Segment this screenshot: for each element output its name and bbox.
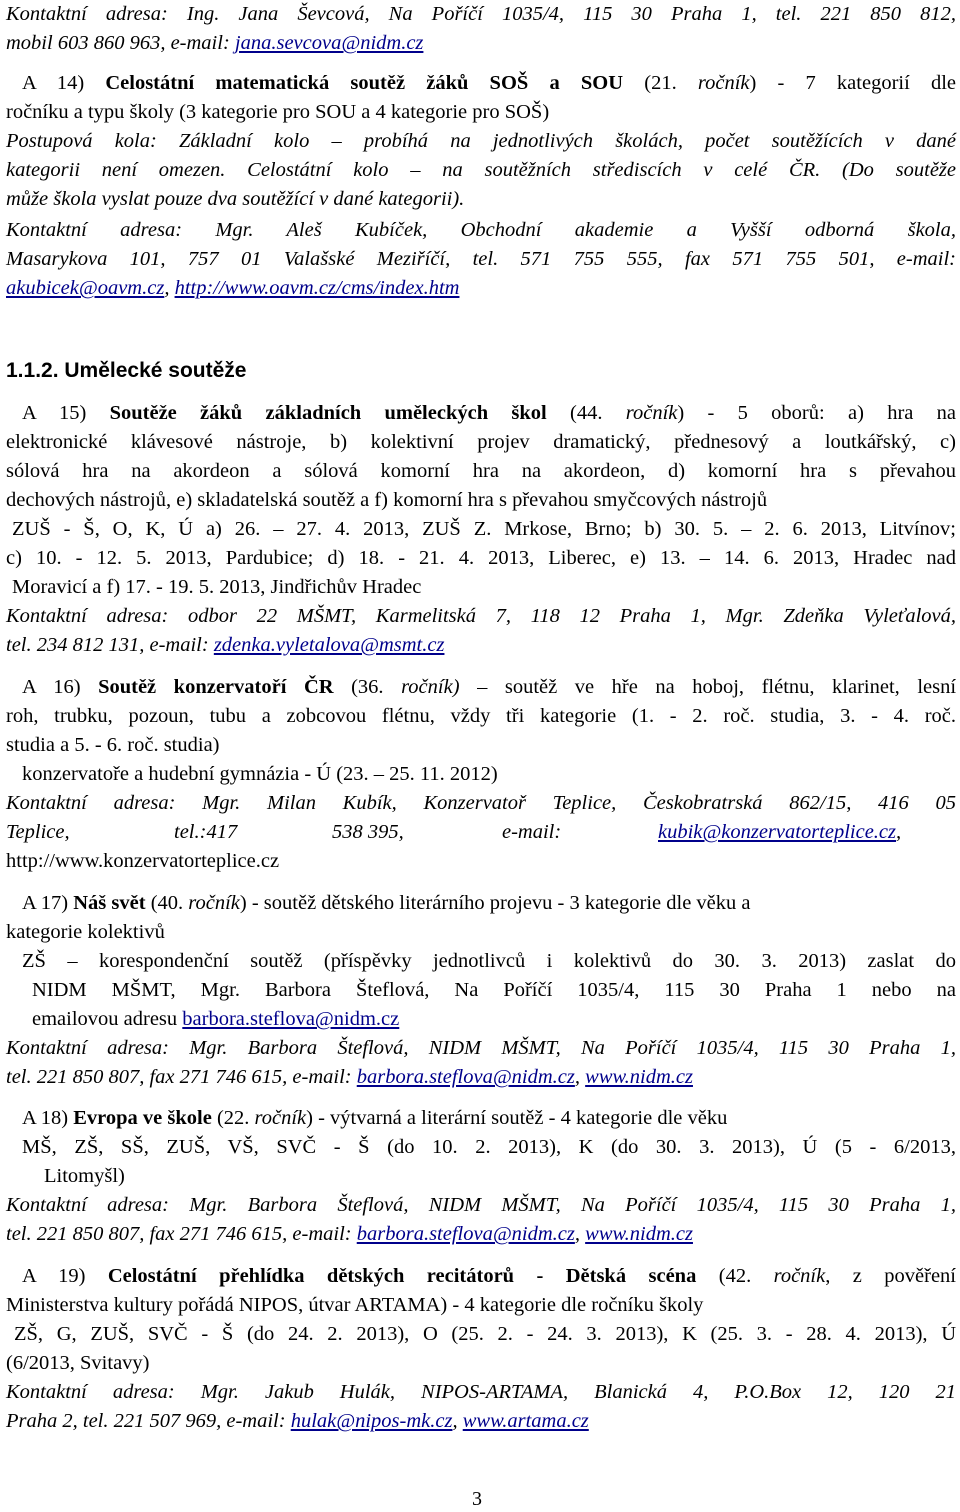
a14-rocnik: ročník bbox=[697, 72, 750, 94]
a17-email-text: emailovou adresu bbox=[32, 1008, 183, 1030]
a14-title-line bbox=[6, 69, 956, 98]
a15-line5: ZUŠ - Š, O, K, Ú a) 26. – 27. 4. 2013, ZUŠ Z. Mrkose, Brno; b) 30. 5. – 2. 6. 2013, Litvínov; bbox=[12, 518, 956, 540]
a14-line7: Masarykova 101, 757 01 Valašské Meziříčí, tel. 571 755 555, fax 571 755 501, e-mail: bbox=[6, 248, 956, 270]
a16-email-label: e-mail: bbox=[502, 821, 562, 843]
a17-line6: Kontaktní adresa: Mgr. Barbora Šteflová, NIDM MŠMT, Na Poříčí 1035/4, 115 30 Praha 1, bbox=[6, 1037, 956, 1059]
a18-number: A 18) bbox=[22, 1107, 74, 1129]
a16-line6 bbox=[6, 818, 956, 847]
a18-title-line bbox=[6, 1104, 956, 1133]
section-heading: 1.1.2. Umělecké soutěže bbox=[6, 359, 247, 382]
a19-line5: Kontaktní adresa: Mgr. Jakub Hulák, NIPOS-ARTAMA, Blanická 4, P.O.Box 12, 120 21 bbox=[6, 1381, 956, 1403]
a19-sep: , bbox=[452, 1410, 463, 1432]
a15-line6: c) 10. - 12. 5. 2013, Pardubice; d) 18. - 21. 4. 2013, Liberec, e) 13. – 14. 6. 2013, Hradec nad bbox=[6, 547, 956, 569]
a17-line2: kategorie kolektivů bbox=[6, 921, 165, 943]
a14-year: (21. bbox=[623, 72, 698, 94]
a19-title-line bbox=[6, 1262, 956, 1291]
a18-year: (22. bbox=[211, 1107, 255, 1129]
a19-line4: (6/2013, Svitavy) bbox=[6, 1352, 150, 1374]
a18-sep: , bbox=[574, 1223, 586, 1245]
a19-line6 bbox=[6, 1407, 956, 1436]
a16-line2: roh, trubku, pozoun, tubu a zobcovou flétnu, vždy tři kategorie (1. - 2. roč. studia, 3. - 4. roč. bbox=[6, 705, 956, 727]
a14-number: A 14) bbox=[22, 72, 106, 94]
a17-contact-text: tel. 221 850 807, fax 271 746 615, e-mail: bbox=[6, 1066, 357, 1088]
a17-sep: , bbox=[574, 1066, 586, 1088]
a16-tel-number: 538 395, bbox=[332, 821, 404, 843]
a18-line5 bbox=[6, 1220, 956, 1249]
a14-email-link[interactable]: akubicek@oavm.cz bbox=[6, 277, 165, 299]
a16-web-link[interactable]: http://www.konzervatorteplice.cz bbox=[6, 850, 280, 872]
a19-number: A 19) bbox=[22, 1265, 108, 1287]
a15-title: Soutěže žáků základních uměleckých škol bbox=[109, 402, 547, 424]
a14-line5: může škola vyslat pouze dva soutěžící v dané kategorii). bbox=[6, 188, 465, 210]
a14-line8 bbox=[6, 274, 956, 303]
a18-contact-text: tel. 221 850 807, fax 271 746 615, e-mail: bbox=[6, 1223, 357, 1245]
a13-email-link[interactable]: jana.sevcova@nidm.cz bbox=[234, 32, 424, 54]
a18-title: Evropa ve škole bbox=[73, 1107, 212, 1129]
a19-line3: ZŠ, G, ZUŠ, SVČ - Š (do 24. 2. 2013), O (25. 2. - 24. 3. 2013), K (25. 3. - 28. 4. 2013), Ú bbox=[14, 1323, 956, 1345]
a15-email-link[interactable]: zdenka.vyletalova@msmt.cz bbox=[213, 634, 445, 656]
a17-line5 bbox=[32, 1005, 960, 1034]
a19-line2: Ministerstva kultury pořádá NIPOS, útvar ARTAMA) - 4 kategorie dle ročníku školy bbox=[6, 1294, 704, 1316]
a15-line4: dechových nástrojů, e) skladatelská soutěž a f) komorní hra s převahou smyčcových nástrojů bbox=[6, 489, 768, 511]
a14-line6: Kontaktní adresa: Mgr. Aleš Kubíček, Obchodní akademie a Vyšší odborná škola, bbox=[6, 219, 956, 241]
a15-number: A 15) bbox=[22, 402, 110, 424]
a16-line3: studia a 5. - 6. roč. studia) bbox=[6, 734, 220, 756]
a16-year: (36. bbox=[333, 676, 402, 698]
a19-line1-rest: , z pověření bbox=[825, 1265, 957, 1287]
a17-line1-rest: ) - soutěž dětského literárního projevu - 3 kategorie dle věku a bbox=[239, 892, 751, 914]
a14-sep: , bbox=[164, 277, 175, 299]
a15-line7: Moravicí a f) 17. - 19. 5. 2013, Jindřichův Hradec bbox=[12, 576, 422, 598]
a15-line1-rest: ) - 5 oborů: a) hra na bbox=[677, 402, 957, 424]
a17-line3: ZŠ – korespondenční soutěž (příspěvky jednotlivců i kolektivů do 30. 3. 2013) zaslat do bbox=[22, 950, 956, 972]
a16-city: Teplice, bbox=[6, 821, 70, 843]
a16-title-line bbox=[6, 673, 956, 702]
a17-rocnik: ročník bbox=[188, 892, 240, 914]
a16-line4: konzervatoře a hudební gymnázia - Ú (23. – 25. 11. 2012) bbox=[22, 763, 498, 785]
a16-rocnik: ročník) bbox=[401, 676, 460, 698]
a15-contact-text: tel. 234 812 131, e-mail: bbox=[6, 634, 214, 656]
a16-title: Soutěž konzervatoří ČR bbox=[98, 676, 334, 698]
a13-contact-line2 bbox=[6, 29, 956, 58]
a19-contact-text: Praha 2, tel. 221 507 969, e-mail: bbox=[6, 1410, 291, 1432]
a19-title: Celostátní přehlídka dětských recitátorů - Dětská scéna bbox=[107, 1265, 697, 1287]
a15-rocnik: ročník bbox=[625, 402, 678, 424]
a17-title: Náš svět bbox=[73, 892, 146, 914]
a18-line2: MŠ, ZŠ, SŠ, ZUŠ, VŠ, SVČ - Š (do 10. 2. 2013), K (do 30. 3. 2013), Ú (5 - 6/2013, bbox=[22, 1136, 956, 1158]
a16-number: A 16) bbox=[22, 676, 99, 698]
a19-year: (42. bbox=[696, 1265, 774, 1287]
a14-line3: Postupová kola: Základní kolo – probíhá na jednotlivých školách, počet soutěžících v dané bbox=[6, 130, 956, 152]
a15-line2: elektronické klávesové nástroje, b) kolektivní projev dramatický, přednesový a loutkářský, c) bbox=[6, 431, 956, 453]
a19-web-link[interactable]: www.artama.cz bbox=[462, 1410, 589, 1432]
a17-year: (40. bbox=[145, 892, 189, 914]
a14-line2: ročníku a typu školy (3 kategorie pro SOU a 4 kategorie pro SOŠ) bbox=[6, 101, 550, 123]
a17-email-link[interactable]: barbora.steflova@nidm.cz bbox=[182, 1008, 400, 1030]
a19-email-link[interactable]: hulak@nipos-mk.cz bbox=[290, 1410, 453, 1432]
a15-year: (44. bbox=[546, 402, 626, 424]
a15-line9 bbox=[6, 631, 956, 660]
a16-comma: , bbox=[896, 821, 902, 843]
page-number: 3 bbox=[472, 1488, 482, 1510]
a17-line7 bbox=[6, 1063, 956, 1092]
a16-tel-label: tel.:417 bbox=[174, 821, 238, 843]
a14-line4: kategorii není omezen. Celostátní kolo – na soutěžních střediscích v celé ČR. (Do soutěže bbox=[6, 159, 956, 181]
a18-line4: Kontaktní adresa: Mgr. Barbora Šteflová, NIDM MŠMT, Na Poříčí 1035/4, 115 30 Praha 1, bbox=[6, 1194, 956, 1216]
a18-rocnik: ročník bbox=[254, 1107, 307, 1129]
a17-email2-link[interactable]: barbora.steflova@nidm.cz bbox=[356, 1066, 575, 1088]
a18-web-link[interactable]: www.nidm.cz bbox=[585, 1223, 693, 1245]
a16-email-link[interactable]: kubik@konzervatorteplice.cz bbox=[658, 821, 897, 843]
a17-web-link[interactable]: www.nidm.cz bbox=[585, 1066, 693, 1088]
a18-line1-rest: ) - výtvarná a literární soutěž - 4 kategorie dle věku bbox=[306, 1107, 728, 1129]
a15-line8: Kontaktní adresa: odbor 22 MŠMT, Karmelitská 7, 118 12 Praha 1, Mgr. Zdeňka Vyleťalová, bbox=[6, 605, 956, 627]
a14-line1-rest: ) - 7 kategorií dle bbox=[749, 72, 957, 94]
a14-title: Celostátní matematická soutěž žáků SOŠ a SOU bbox=[105, 72, 624, 94]
a17-line4: NIDM MŠMT, Mgr. Barbora Šteflová, Na Poříčí 1035/4, 115 30 Praha 1 nebo na bbox=[32, 979, 956, 1001]
a16-line1-rest: – soutěž ve hře na hoboj, flétnu, klarinet, lesní bbox=[459, 676, 957, 698]
a15-line3: sólová hra na akordeon a sólová komorní hra na akordeon, d) komorní hra s převahou bbox=[6, 460, 956, 482]
a19-rocnik: ročník bbox=[773, 1265, 826, 1287]
a13-contact-text: mobil 603 860 963, e-mail: bbox=[6, 32, 235, 54]
a16-line5: Kontaktní adresa: Mgr. Milan Kubík, Konzervatoř Teplice, Českobratrská 862/15, 416 05 bbox=[6, 792, 956, 814]
a17-number: A 17) bbox=[22, 892, 74, 914]
a14-web-link[interactable]: http://www.oavm.cz/cms/index.htm bbox=[174, 277, 460, 299]
a15-title-line bbox=[6, 399, 956, 428]
a13-contact-line: Kontaktní adresa: Ing. Jana Ševcová, Na Poříčí 1035/4, 115 30 Praha 1, tel. 221 850 812, bbox=[6, 3, 956, 25]
a18-line3: Litomyšl) bbox=[44, 1165, 125, 1187]
a18-email-link[interactable]: barbora.steflova@nidm.cz bbox=[356, 1223, 575, 1245]
a17-title-line bbox=[6, 889, 956, 918]
